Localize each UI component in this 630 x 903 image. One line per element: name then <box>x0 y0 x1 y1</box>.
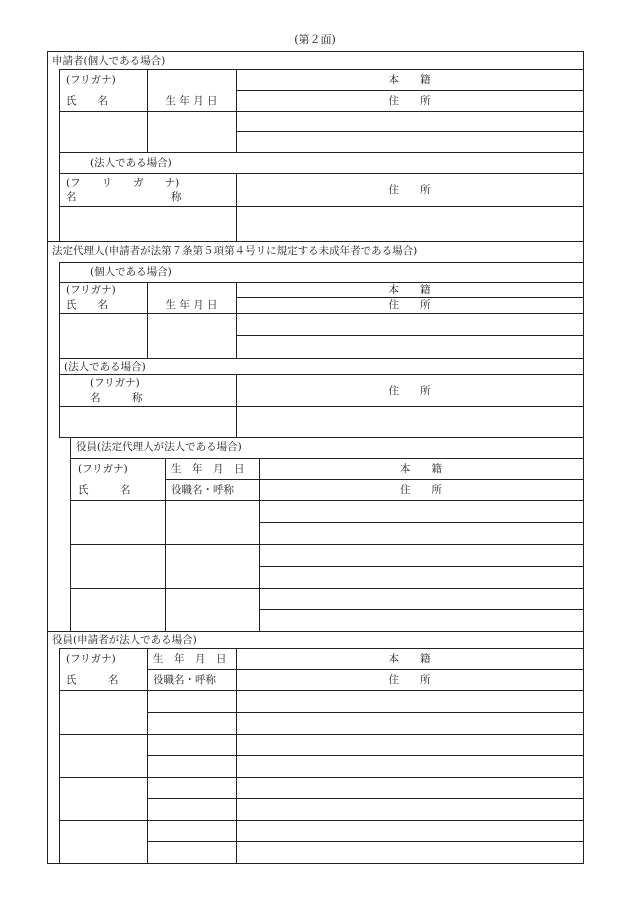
applicant-address-label: 住 所 <box>388 95 431 107</box>
legal-rep-officer-indent-line <box>70 437 71 631</box>
outer-frame-left <box>47 51 48 864</box>
officers-kana-label: (フリガナ) <box>66 653 116 665</box>
legal-rep-corp-address-label: 住 所 <box>388 385 431 397</box>
legal-rep-section-title: 法定代理人(申請者が法第７条第５項第４号リに規定する未成年者である場合) <box>52 245 418 257</box>
legal-rep-top-border <box>47 241 584 242</box>
officers-position-label: 役職名・呼称 <box>153 674 216 686</box>
legal-rep-officer-position-label: 役職名・呼称 <box>171 484 234 496</box>
officers-name-label: 氏 名 <box>66 674 119 686</box>
legal-rep-name-label: 氏 名 <box>66 299 108 311</box>
outer-frame-top <box>47 51 584 52</box>
legal-rep-address-label: 住 所 <box>388 299 431 311</box>
applicant-birth-label: 生 年 月 日 <box>165 95 218 107</box>
applicant-section-title: 申請者(個人である場合) <box>52 55 166 67</box>
officers-birth-label: 生 年 月 日 <box>153 653 227 665</box>
legal-rep-officer-kana-label: (フリガナ) <box>78 463 128 475</box>
page-number-label: (第２面) <box>294 33 336 46</box>
legal-rep-officer-birth-label: 生 年 月 日 <box>171 463 245 475</box>
applicant-corp-address-label: 住 所 <box>388 184 431 196</box>
legal-rep-birth-label: 生 年 月 日 <box>165 299 218 311</box>
legal-rep-indiv-title: (個人である場合) <box>90 266 172 278</box>
legal-rep-corp-kana-label: (フリガナ) <box>90 377 140 389</box>
applicant-corp-kana-label: (フ リ ガ ナ) <box>66 177 180 189</box>
officers-section-title: 役員(申請者が法人である場合) <box>52 634 197 646</box>
outer-frame-bottom <box>47 863 584 864</box>
legal-rep-indent-line <box>59 262 60 437</box>
legal-rep-kana-label: (フリガナ) <box>66 284 116 296</box>
applicant-corp-title: (法人である場合) <box>90 157 172 169</box>
applicant-honseki-label: 本 籍 <box>388 74 431 86</box>
applicant-indent-line <box>59 69 60 241</box>
officers-address-label: 住 所 <box>388 674 431 686</box>
applicant-kana-label: (フリガナ) <box>66 74 116 86</box>
legal-rep-honseki-label: 本 籍 <box>388 284 431 296</box>
applicant-corp-name-label: 名 称 <box>66 191 182 203</box>
legal-rep-corp-name-label: 名 称 <box>90 392 143 404</box>
legal-rep-corp-title: (法人である場合) <box>64 361 146 373</box>
applicant-name-label: 氏 名 <box>66 95 108 107</box>
outer-frame-right <box>583 51 584 864</box>
legal-rep-officer-address-label: 住 所 <box>400 484 442 496</box>
legal-rep-officer-title: 役員(法定代理人が法人である場合) <box>76 441 242 453</box>
officers-top-border <box>47 631 584 632</box>
officers-honseki-label: 本 籍 <box>388 653 431 665</box>
legal-rep-officer-name-label: 氏 名 <box>78 484 131 496</box>
legal-rep-officer-honseki-label: 本 籍 <box>400 463 442 475</box>
